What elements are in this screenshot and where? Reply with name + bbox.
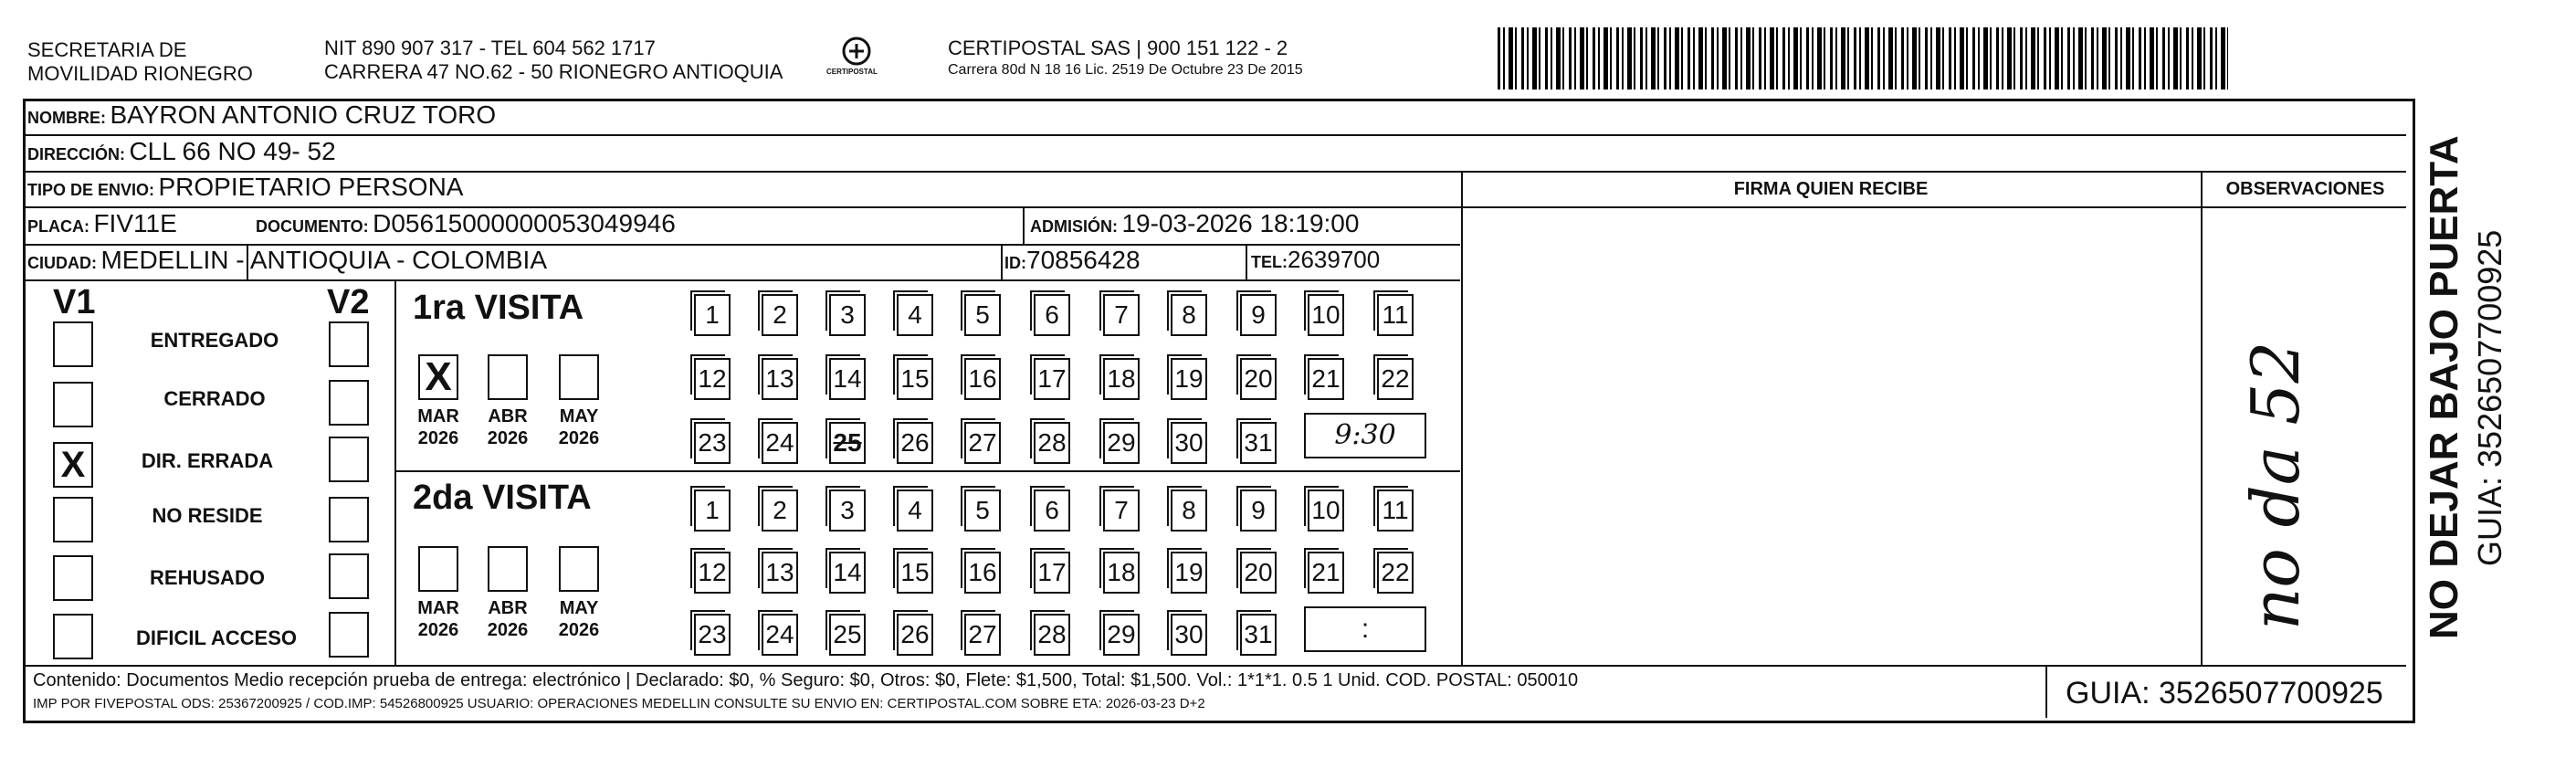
status-rehusado: REHUSADO	[150, 566, 265, 589]
tipo-label: TIPO DE ENVIO:	[27, 181, 155, 199]
day-2[interactable]: 2	[762, 490, 798, 532]
ciudad-label: CIUDAD:	[27, 254, 97, 272]
month-name: ABR	[488, 406, 528, 426]
day-30[interactable]: 30	[1171, 422, 1207, 464]
day-2[interactable]: 2	[762, 294, 798, 336]
day-19[interactable]: 19	[1171, 552, 1207, 594]
day-9[interactable]: 9	[1240, 490, 1277, 532]
day-25[interactable]: 25	[829, 614, 866, 656]
id-cell	[1004, 246, 1141, 275]
status-no-reside: NO RESIDE	[152, 504, 263, 527]
status-dificil-acceso: DIFICIL ACCESO	[135, 626, 297, 649]
day-15[interactable]: 15	[897, 358, 933, 400]
day-4[interactable]: 4	[897, 294, 933, 336]
footer-content: Contenido: Documentos Medio recepción prueba de entrega: electrónico | Declarado: $0, % Seguro: $0, Otros: $0, Flete: $1,500, Total: $1,500. Vol.: 1*1*1. 0.5 1 Unid. COD. POSTAL: 050010	[33, 670, 1579, 690]
v1-dificil-acceso-checkbox[interactable]	[53, 614, 93, 659]
v2-header: V2	[327, 283, 370, 321]
placa-label: PLACA:	[27, 217, 89, 236]
visit2-month-abr	[480, 597, 535, 641]
visit2-may-checkbox[interactable]	[559, 546, 599, 592]
day-22[interactable]: 22	[1377, 358, 1414, 400]
nombre-value: BAYRON ANTONIO CRUZ TORO	[110, 100, 497, 129]
day-15[interactable]: 15	[897, 552, 933, 594]
day-18[interactable]: 18	[1103, 358, 1140, 400]
month-year: 2026	[487, 620, 529, 640]
sender-line-2: MOVILIDAD RIONEGRO	[27, 62, 253, 85]
day-8[interactable]: 8	[1171, 294, 1207, 336]
visit1-title: 1ra VISITA	[413, 289, 584, 327]
day-14[interactable]: 14	[829, 358, 866, 400]
side-warning: NO DEJAR BAJO PUERTA	[2422, 135, 2466, 639]
day-3[interactable]: 3	[829, 294, 866, 336]
courier-info	[948, 37, 1303, 80]
visit2-month-may	[552, 597, 606, 641]
documento-value: D05615000000053049946	[373, 209, 676, 237]
month-year: 2026	[558, 428, 600, 448]
v1-dir-errada-checkbox[interactable]: X	[53, 442, 93, 488]
day-21[interactable]: 21	[1308, 552, 1344, 594]
tel-cell	[1251, 246, 1380, 274]
day-13[interactable]: 13	[762, 358, 798, 400]
day-7[interactable]: 7	[1103, 294, 1140, 336]
day-19[interactable]: 19	[1171, 358, 1207, 400]
admision-cell	[1030, 209, 1359, 238]
day-6[interactable]: 6	[1034, 490, 1070, 532]
tel-value: 2639700	[1288, 246, 1381, 273]
id-label: ID:	[1004, 254, 1026, 272]
day-23[interactable]: 23	[694, 614, 731, 656]
barcode	[1498, 27, 2228, 89]
col-divider	[2201, 171, 2203, 665]
day-25[interactable]: 25	[829, 422, 866, 464]
visit1-mar-checkbox[interactable]: X	[418, 354, 458, 400]
day-5[interactable]: 5	[964, 294, 1001, 336]
observaciones-header: OBSERVACIONES	[2225, 179, 2385, 199]
day-20[interactable]: 20	[1240, 552, 1277, 594]
id-value: 70856428	[1026, 246, 1141, 274]
day-18[interactable]: 18	[1103, 552, 1140, 594]
placa-value: FIV11E	[93, 209, 177, 237]
status-cerrado: CERRADO	[163, 387, 266, 410]
sender-contact	[324, 37, 783, 84]
row-divider	[26, 206, 2406, 208]
visit1-month-abr	[480, 405, 535, 449]
documento-label: DOCUMENTO:	[256, 217, 369, 236]
admision-value: 19-03-2026 18:19:00	[1121, 209, 1360, 237]
visit2-abr-checkbox[interactable]	[488, 546, 528, 592]
month-year: 2026	[558, 620, 600, 640]
side-guia: GUIA: 3526507700925	[2471, 229, 2508, 566]
nombre-row	[27, 100, 496, 130]
day-14[interactable]: 14	[829, 552, 866, 594]
nit-line: NIT 890 907 317 - TEL 604 562 1717	[324, 37, 656, 59]
footer-divider	[26, 665, 2406, 667]
status-visit-divider	[394, 279, 396, 665]
day-16[interactable]: 16	[964, 358, 1001, 400]
status-dir-errada: DIR. ERRADA	[141, 449, 274, 472]
ciudad-cell	[27, 246, 547, 275]
v2-dir-errada-checkbox[interactable]	[329, 437, 369, 482]
v1-cerrado-checkbox[interactable]	[53, 382, 93, 427]
day-27[interactable]: 27	[964, 422, 1001, 464]
day-21[interactable]: 21	[1308, 358, 1344, 400]
day-3[interactable]: 3	[829, 490, 866, 532]
day-16[interactable]: 16	[964, 552, 1001, 594]
month-name: MAY	[559, 406, 599, 426]
day-11[interactable]: 11	[1377, 490, 1414, 532]
footer-guia-divider	[2045, 665, 2047, 718]
col-divider	[1461, 171, 1463, 665]
day-7[interactable]: 7	[1103, 490, 1140, 532]
visit2-title: 2da VISITA	[413, 479, 592, 517]
day-4[interactable]: 4	[897, 490, 933, 532]
courier-line-1: CERTIPOSTAL SAS | 900 151 122 - 2	[948, 37, 1288, 59]
certipostal-logo-icon	[838, 35, 875, 71]
direccion-row	[27, 137, 336, 166]
month-year: 2026	[487, 428, 529, 448]
v2-entregado-checkbox[interactable]	[329, 321, 369, 367]
visit1-may-checkbox[interactable]	[559, 354, 599, 400]
day-29[interactable]: 29	[1103, 422, 1140, 464]
day-6[interactable]: 6	[1034, 294, 1070, 336]
month-name: ABR	[488, 598, 528, 618]
firma-header: FIRMA QUIEN RECIBE	[1733, 179, 1929, 199]
cell-divider	[1023, 206, 1025, 244]
day-29[interactable]: 29	[1103, 614, 1140, 656]
visit1-month-mar	[411, 405, 466, 449]
day-1[interactable]: 1	[694, 490, 731, 532]
direccion-value: CLL 66 NO 49- 52	[129, 137, 336, 165]
direccion-label: DIRECCIÓN:	[27, 145, 125, 163]
admision-label: ADMISIÓN:	[1030, 217, 1118, 236]
day-13[interactable]: 13	[762, 552, 798, 594]
visit2-month-mar	[411, 597, 466, 641]
v1-rehusado-checkbox[interactable]	[53, 555, 93, 601]
visit-divider	[394, 470, 1460, 472]
day-1[interactable]: 1	[694, 294, 731, 336]
day-12[interactable]: 12	[694, 358, 731, 400]
day-31[interactable]: 31	[1240, 614, 1277, 656]
address-line: CARRERA 47 NO.62 - 50 RIONEGRO ANTIOQUIA	[324, 60, 783, 83]
day-26[interactable]: 26	[897, 422, 933, 464]
visit1-month-may	[552, 405, 606, 449]
v2-dificil-acceso-checkbox[interactable]	[329, 612, 369, 658]
tel-label: TEL:	[1251, 253, 1288, 271]
month-year: 2026	[417, 620, 459, 640]
day-17[interactable]: 17	[1034, 358, 1070, 400]
day-9[interactable]: 9	[1240, 294, 1277, 336]
day-24[interactable]: 24	[762, 422, 798, 464]
day-10[interactable]: 10	[1308, 294, 1344, 336]
v2-rehusado-checkbox[interactable]	[329, 553, 369, 599]
day-23[interactable]: 23	[694, 422, 731, 464]
day-28[interactable]: 28	[1034, 614, 1070, 656]
placa-cell	[27, 209, 177, 238]
day-5[interactable]: 5	[964, 490, 1001, 532]
v2-no-reside-checkbox[interactable]	[329, 497, 369, 542]
courier-line-2: Carrera 80d N 18 16 Lic. 2519 De Octubre 23 De 2015	[948, 62, 1303, 78]
v1-header: V1	[53, 283, 96, 321]
nombre-label: NOMBRE:	[27, 109, 106, 127]
observaciones-handwritten: no da 52	[2237, 341, 2314, 630]
month-name: MAY	[559, 598, 599, 618]
footer-guia: GUIA: 3526507700925	[2066, 676, 2383, 711]
sender-name	[27, 38, 253, 86]
footer-print-info: IMP POR FIVEPOSTAL ODS: 25367200925 / COD.IMP: 54526800925 USUARIO: OPERACIONES MEDELLIN CONSULTE SU ENVIO EN: CERTIPOSTAL.COM SOBRE ETA: 2026-03-23 D+2	[33, 696, 1205, 711]
documento-cell	[256, 209, 676, 238]
day-31[interactable]: 31	[1240, 422, 1277, 464]
row-divider	[26, 134, 2406, 136]
day-26[interactable]: 26	[897, 614, 933, 656]
cell-divider	[1246, 244, 1247, 280]
tipo-row	[27, 173, 463, 202]
day-22[interactable]: 22	[1377, 552, 1414, 594]
day-30[interactable]: 30	[1171, 614, 1207, 656]
day-20[interactable]: 20	[1240, 358, 1277, 400]
day-28[interactable]: 28	[1034, 422, 1070, 464]
day-8[interactable]: 8	[1171, 490, 1207, 532]
status-entregado: ENTREGADO	[150, 329, 279, 352]
visit1-time[interactable]: 9:30	[1304, 413, 1426, 458]
ciudad-value: MEDELLIN - ANTIOQUIA - COLOMBIA	[100, 246, 547, 274]
visit1-abr-checkbox[interactable]	[488, 354, 528, 400]
month-name: MAR	[417, 406, 459, 426]
visit2-mar-checkbox[interactable]	[418, 546, 458, 592]
sender-line-1: SECRETARIA DE	[27, 38, 187, 61]
day-17[interactable]: 17	[1034, 552, 1070, 594]
day-12[interactable]: 12	[694, 552, 731, 594]
v2-cerrado-checkbox[interactable]	[329, 380, 369, 426]
day-24[interactable]: 24	[762, 614, 798, 656]
month-name: MAR	[417, 598, 459, 618]
day-27[interactable]: 27	[964, 614, 1001, 656]
cell-divider	[1001, 244, 1003, 280]
day-11[interactable]: 11	[1377, 294, 1414, 336]
day-10[interactable]: 10	[1308, 490, 1344, 532]
tipo-value: PROPIETARIO PERSONA	[158, 173, 464, 201]
logo-text: CERTIPOSTAL	[826, 68, 878, 76]
visit2-time[interactable]: :	[1304, 606, 1426, 652]
v1-no-reside-checkbox[interactable]	[53, 497, 93, 542]
v1-entregado-checkbox[interactable]	[53, 321, 93, 367]
month-year: 2026	[417, 428, 459, 448]
